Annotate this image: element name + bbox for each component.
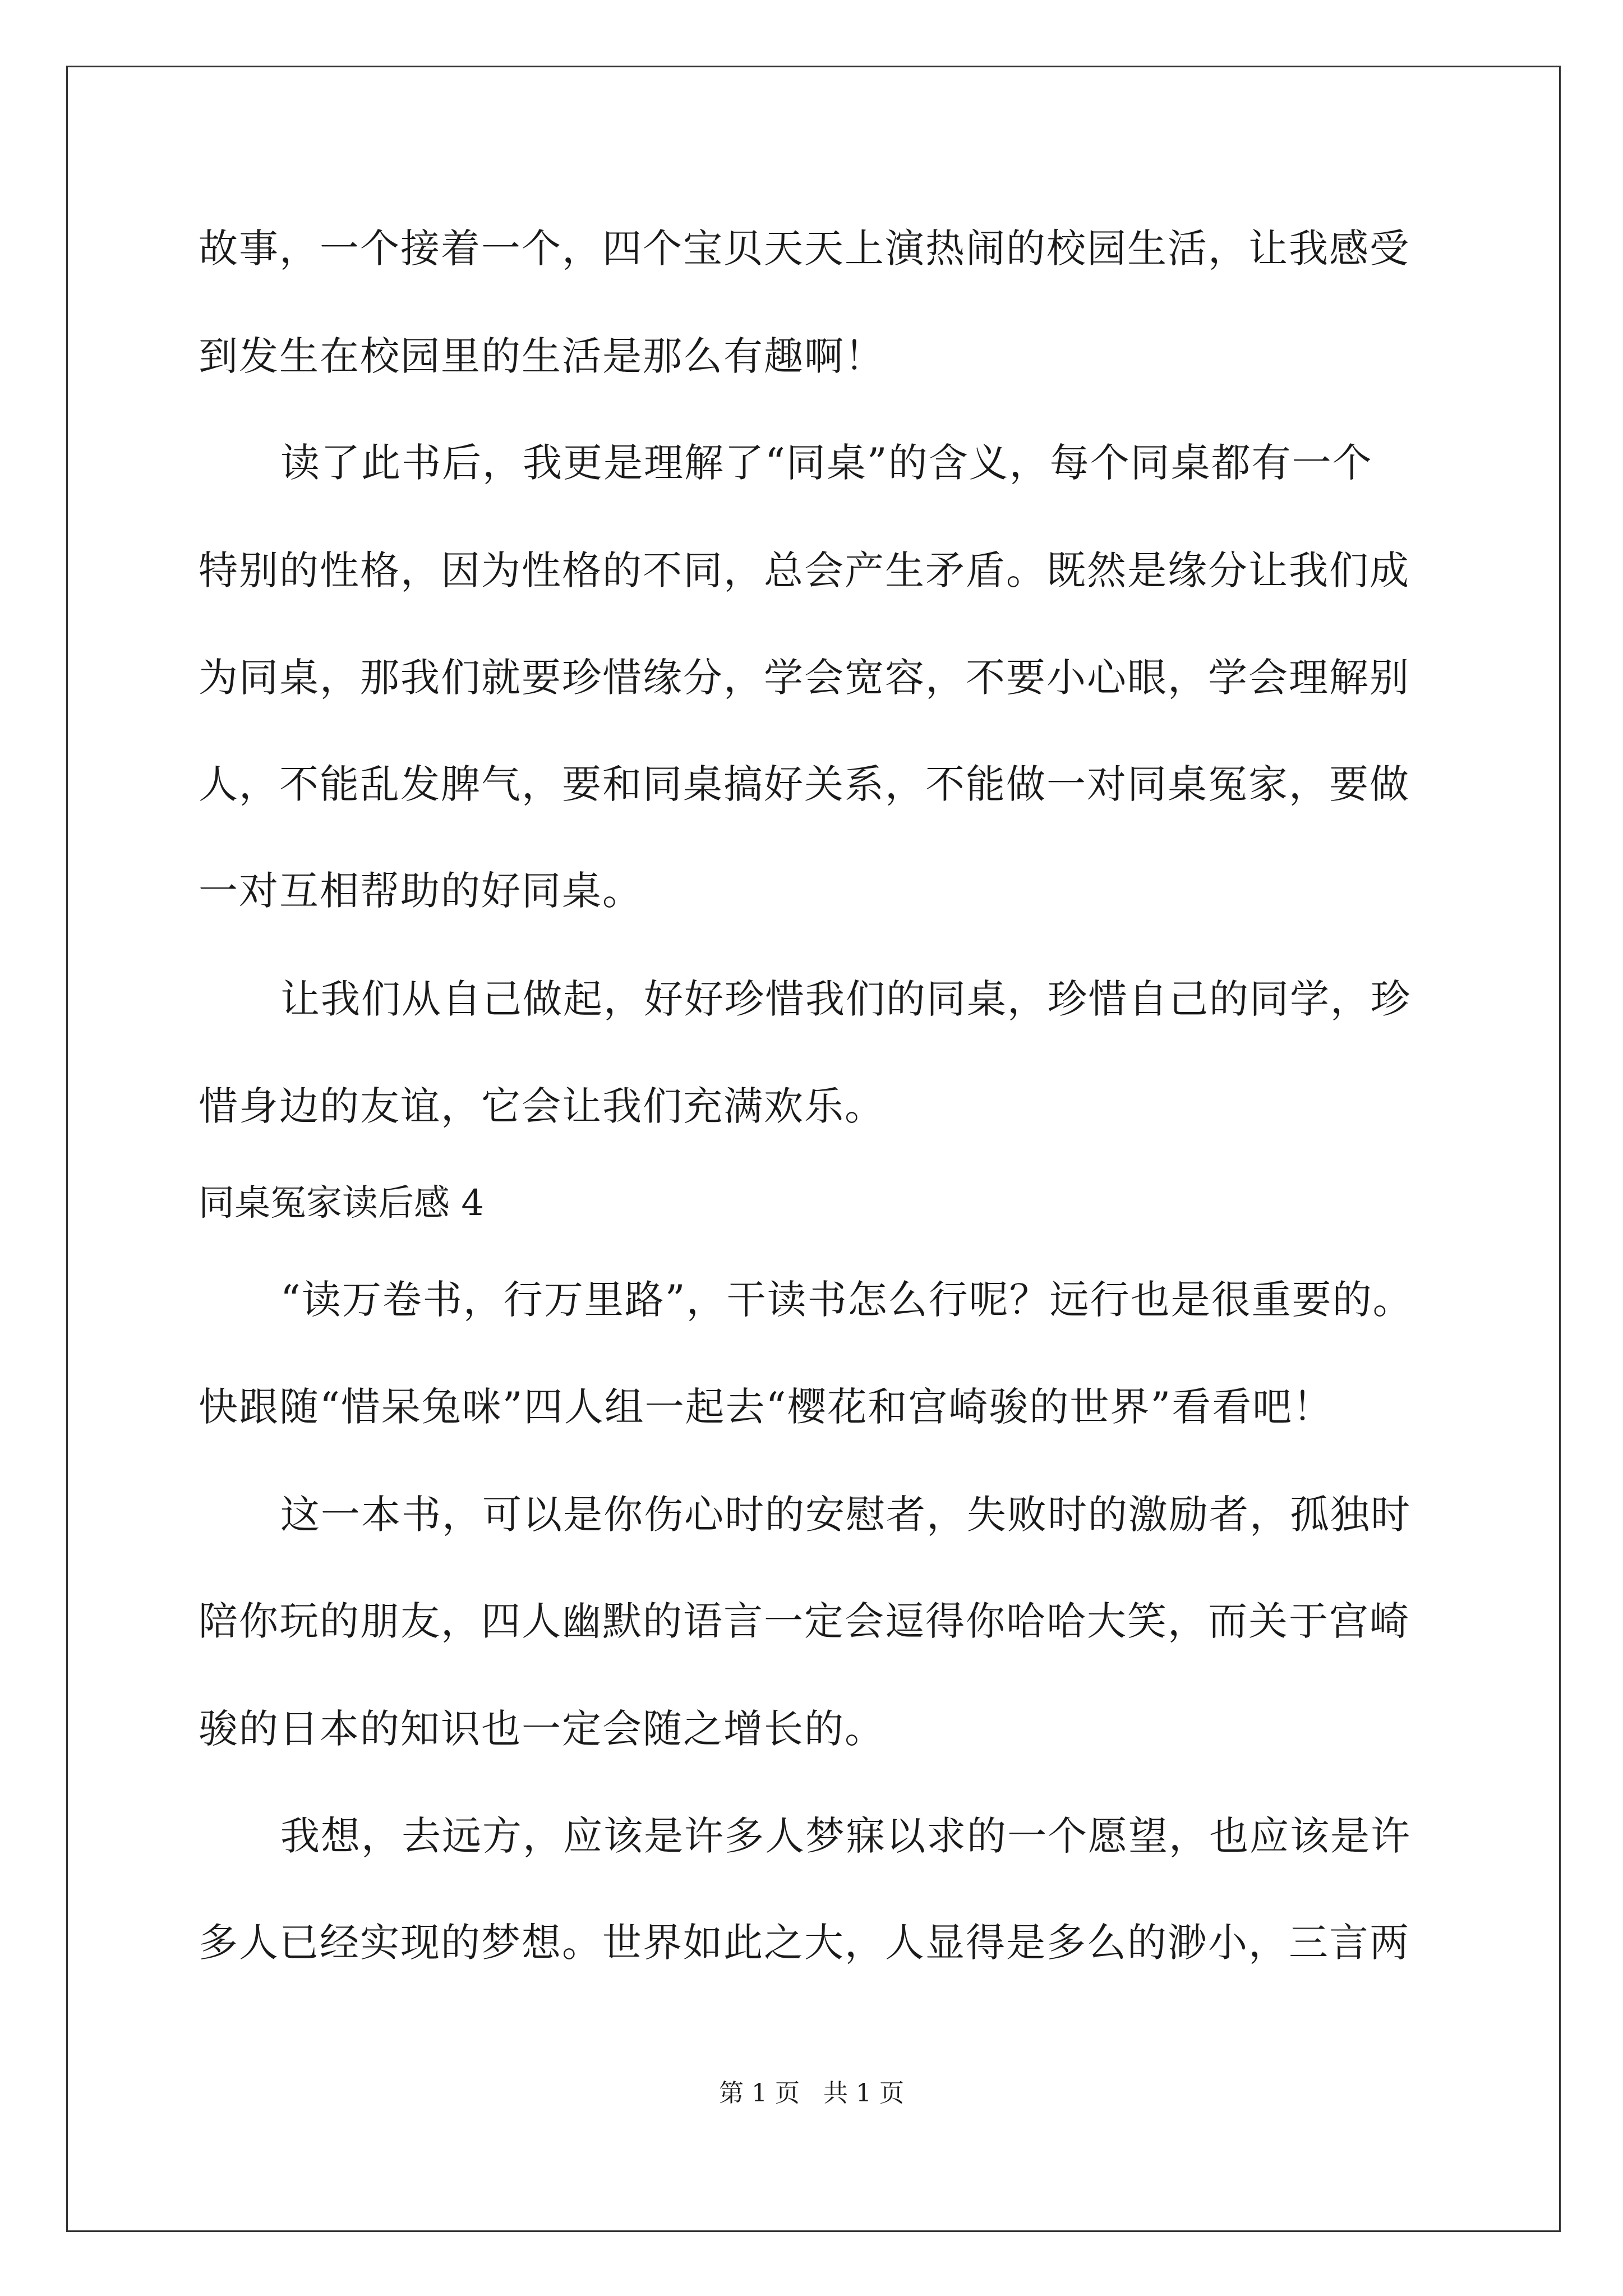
- paragraph-line: 陪你玩的朋友，四人幽默的语言一定会逗得你哈哈大笑，而关于宫崎: [199, 1598, 1410, 1644]
- paragraph-line: “读万卷书，行万里路”，干读书怎么行呢？远行也是很重要的。: [280, 1277, 1413, 1323]
- paragraph-line: 骏的日本的知识也一定会随之增长的。: [199, 1706, 885, 1752]
- paragraph-line: 特别的性格，因为性格的不同，总会产生矛盾。既然是缘分让我们成: [199, 547, 1410, 593]
- paragraph-line: 惜身边的友谊，它会让我们充满欢乐。: [199, 1083, 885, 1129]
- paragraph-line: 一对互相帮助的好同桌。: [199, 868, 643, 914]
- paragraph-line: 故事，一个接着一个，四个宝贝天天上演热闹的校园生活，让我感受: [199, 226, 1410, 272]
- paragraph-line: 快跟随“惜呆兔咪”四人组一起去“樱花和宫崎骏的世界”看看吧！: [199, 1384, 1334, 1430]
- paragraph-line: 让我们从自己做起，好好珍惜我们的同桌，珍惜自己的同学，珍: [280, 976, 1411, 1022]
- section-heading: 同桌冤家读后感 4: [199, 1182, 485, 1224]
- paragraph-line: 人，不能乱发脾气，要和同桌搞好关系，不能做一对同桌冤家，要做: [199, 761, 1410, 807]
- paragraph-line: 这一本书，可以是你伤心时的安慰者，失败时的激励者，孤独时: [280, 1492, 1411, 1538]
- paragraph-line: 读了此书后，我更是理解了“同桌”的含义，每个同桌都有一个: [280, 440, 1373, 486]
- paragraph-line: 我想，去远方，应该是许多人梦寐以求的一个愿望，也应该是许: [280, 1813, 1411, 1859]
- paragraph-line: 到发生在校园里的生活是那么有趣啊！: [199, 333, 885, 379]
- page-footer: 第 1 页 共 1 页: [719, 2079, 904, 2108]
- paragraph-line: 为同桌，那我们就要珍惜缘分，学会宽容，不要小心眼，学会理解别: [199, 655, 1410, 701]
- paragraph-line: 多人已经实现的梦想。世界如此之大，人显得是多么的渺小，三言两: [199, 1920, 1410, 1966]
- page-border: [66, 66, 1561, 2232]
